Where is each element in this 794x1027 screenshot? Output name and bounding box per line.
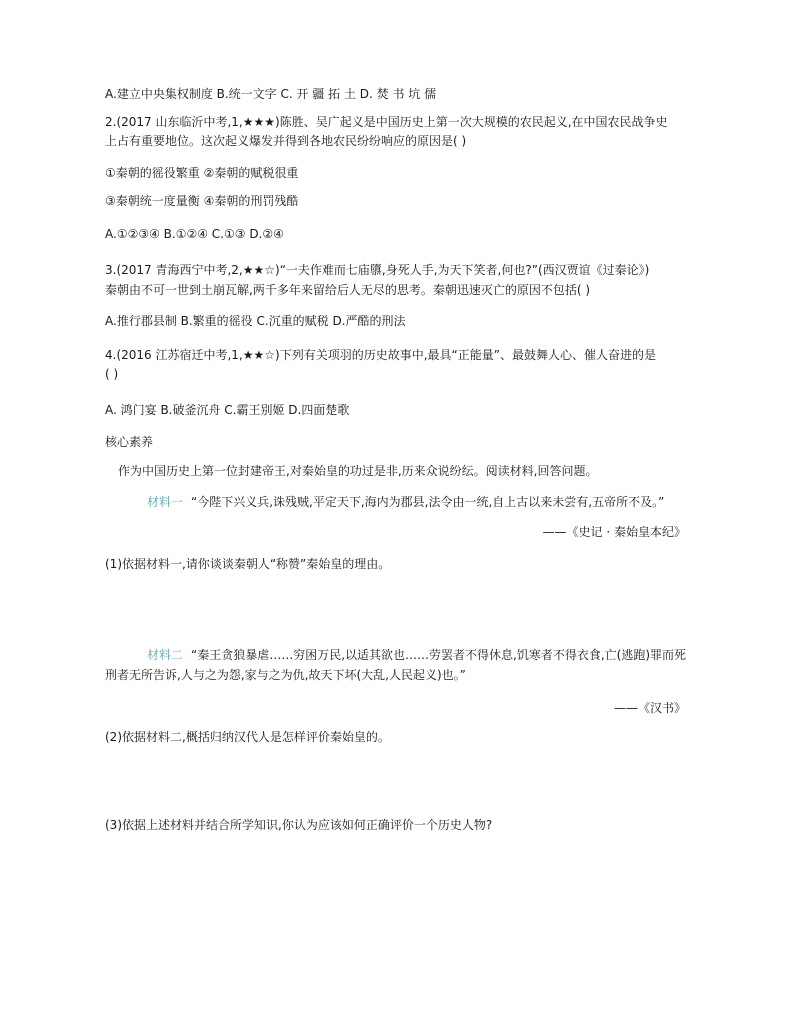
q1-options: A.建立中央集权制度 B.统一文字 C. 开 疆 拓 土 D. 焚 书 坑 儒 <box>105 87 437 101</box>
q4-stem-line1: 4.(2016 江苏宿迁中考,1,★★☆)下列有关项羽的历史故事中,最具“正能量”、最鼓舞人心、催人奋进的是 <box>105 348 656 362</box>
material2-label: 材料二 <box>147 648 184 662</box>
material2-text-line1: “秦王贪狼暴虐……穷困万民,以适其欲也……劳罢者不得休息,饥寒者不得衣食,亡(逃跑)罪而死 <box>191 648 687 662</box>
material1-text: “今陛下兴义兵,诛残贼,平定天下,海内为郡县,法令由一统,自上古以来未尝有,五帝所不及。” <box>191 495 665 509</box>
question2: (2)依据材料二,概括归纳汉代人是怎样评价秦始皇的。 <box>105 730 390 744</box>
material1 <box>147 494 664 510</box>
q3-stem-line2: 秦朝由不可一世到土崩瓦解,两千多年来留给后人无尽的思考。秦朝迅速灭亡的原因不包括( ) <box>105 283 590 297</box>
material1-label: 材料一 <box>147 495 184 509</box>
q4-stem-line2: ( ) <box>105 367 119 381</box>
core-heading: 核心素养 <box>105 435 154 449</box>
q2-choices-row1: ①秦朝的徭役繁重 ②秦朝的赋税很重 <box>105 166 299 180</box>
q2-options: A.①②③④ B.①②④ C.①③ D.②④ <box>105 227 284 241</box>
material2-line1 <box>147 647 686 663</box>
material2-source: ——《汉书》 <box>613 701 686 715</box>
question1: (1)依据材料一,请你谈谈秦朝人“称赞”秦始皇的理由。 <box>105 557 391 571</box>
q2-stem-line2: 上占有重要地位。这次起义爆发并得到各地农民纷纷响应的原因是( ) <box>105 134 467 148</box>
material1-source: ——《史记 · 秦始皇本纪》 <box>542 525 686 539</box>
q3-options: A.推行郡县制 B.繁重的徭役 C.沉重的赋税 D.严酷的刑法 <box>105 314 406 328</box>
q2-stem-line1: 2.(2017 山东临沂中考,1,★★★)陈胜、吴广起义是中国历史上第一次大规模的农民起义,在中国农民战争史 <box>105 115 668 129</box>
core-intro: 作为中国历史上第一位封建帝王,对秦始皇的功过是非,历来众说纷纭。阅读材料,回答问题。 <box>118 464 598 478</box>
q4-options: A. 鸿门宴 B.破釜沉舟 C.霸王别姬 D.四面楚歌 <box>105 403 350 417</box>
q2-choices-row2: ③秦朝统一度量衡 ④秦朝的刑罚残酷 <box>105 194 299 208</box>
material2-text-line2: 刑者无所告诉,人与之为怨,家与之为仇,故天下坏(大乱,人民起义)也。” <box>105 668 466 682</box>
q3-stem-line1: 3.(2017 青海西宁中考,2,★★☆)“一夫作难而七庙隳,身死人手,为天下笑者,何也?”(西汉贾谊《过秦论》) <box>105 263 650 277</box>
question3: (3)依据上述材料并结合所学知识,你认为应该如何正确评价一个历史人物? <box>105 818 493 832</box>
